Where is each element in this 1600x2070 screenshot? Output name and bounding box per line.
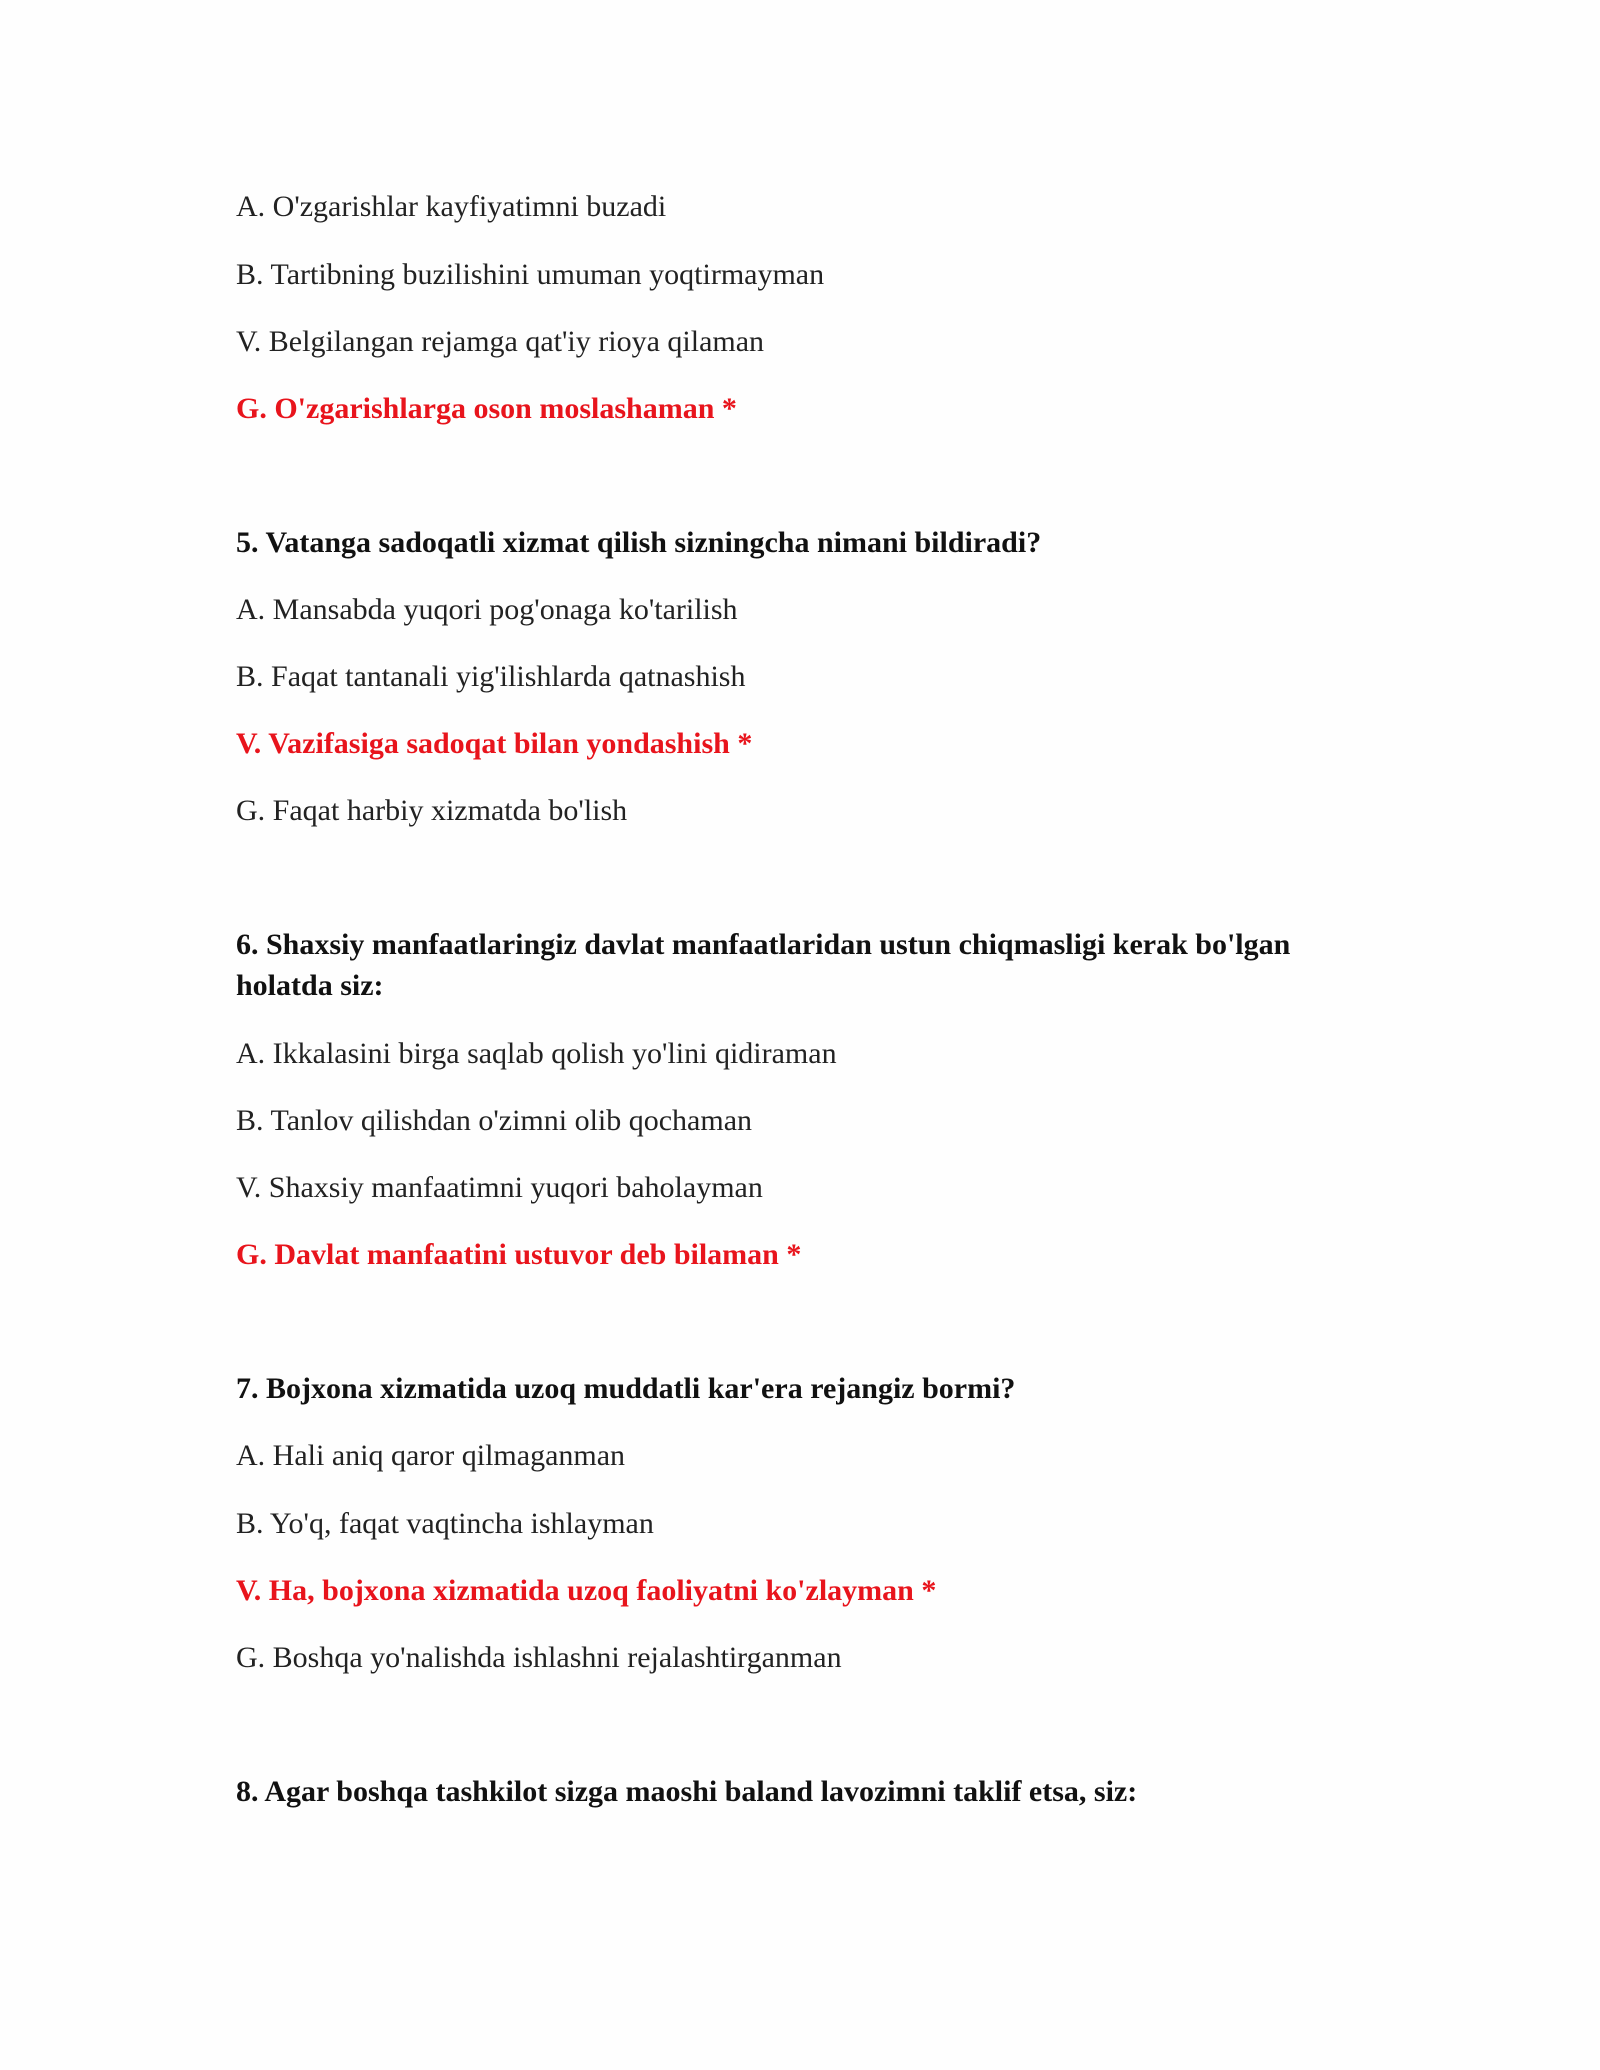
- q7-option-v-correct: V. Ha, bojxona xizmatida uzoq faoliyatni ko'zlayman *: [236, 1574, 937, 1607]
- q7-option-a: A. Hali aniq qaror qilmaganman: [236, 1439, 626, 1472]
- q5-option-g: G. Faqat harbiy xizmatda bo'lish: [236, 794, 628, 827]
- q4-option-b: B. Tartibning buzilishini umuman yoqtirmayman: [236, 258, 825, 291]
- q6-question-line2: holatda siz:: [236, 969, 384, 1002]
- q4-option-g-correct: G. O'zgarishlarga oson moslashaman *: [236, 392, 737, 425]
- q5-question: 5. Vatanga sadoqatli xizmat qilish sizningcha nimani bildiradi?: [236, 526, 1042, 559]
- q4-option-v: V. Belgilangan rejamga qat'iy rioya qilaman: [236, 325, 765, 358]
- q6-option-a: A. Ikkalasini birga saqlab qolish yo'lini qidiraman: [236, 1037, 837, 1070]
- q5-option-a: A. Mansabda yuqori pog'onaga ko'tarilish: [236, 593, 738, 626]
- q6-option-g-correct: G. Davlat manfaatini ustuvor deb bilaman *: [236, 1238, 802, 1271]
- q4-option-a: A. O'zgarishlar kayfiyatimni buzadi: [236, 190, 667, 223]
- q6-question-line1: 6. Shaxsiy manfaatlaringiz davlat manfaatlaridan ustun chiqmasligi kerak bo'lgan: [236, 928, 1291, 961]
- q7-option-g: G. Boshqa yo'nalishda ishlashni rejalashtirganman: [236, 1641, 842, 1674]
- q5-option-b: B. Faqat tantanali yig'ilishlarda qatnashish: [236, 660, 746, 693]
- q8-question: 8. Agar boshqa tashkilot sizga maoshi baland lavozimni taklif etsa, siz:: [236, 1775, 1138, 1808]
- q6-option-b: B. Tanlov qilishdan o'zimni olib qochaman: [236, 1104, 753, 1137]
- q5-option-v-correct: V. Vazifasiga sadoqat bilan yondashish *: [236, 727, 753, 760]
- q7-option-b: B. Yo'q, faqat vaqtincha ishlayman: [236, 1507, 654, 1540]
- q6-option-v: V. Shaxsiy manfaatimni yuqori baholayman: [236, 1171, 763, 1204]
- q7-question: 7. Bojxona xizmatida uzoq muddatli kar'era rejangiz bormi?: [236, 1372, 1016, 1405]
